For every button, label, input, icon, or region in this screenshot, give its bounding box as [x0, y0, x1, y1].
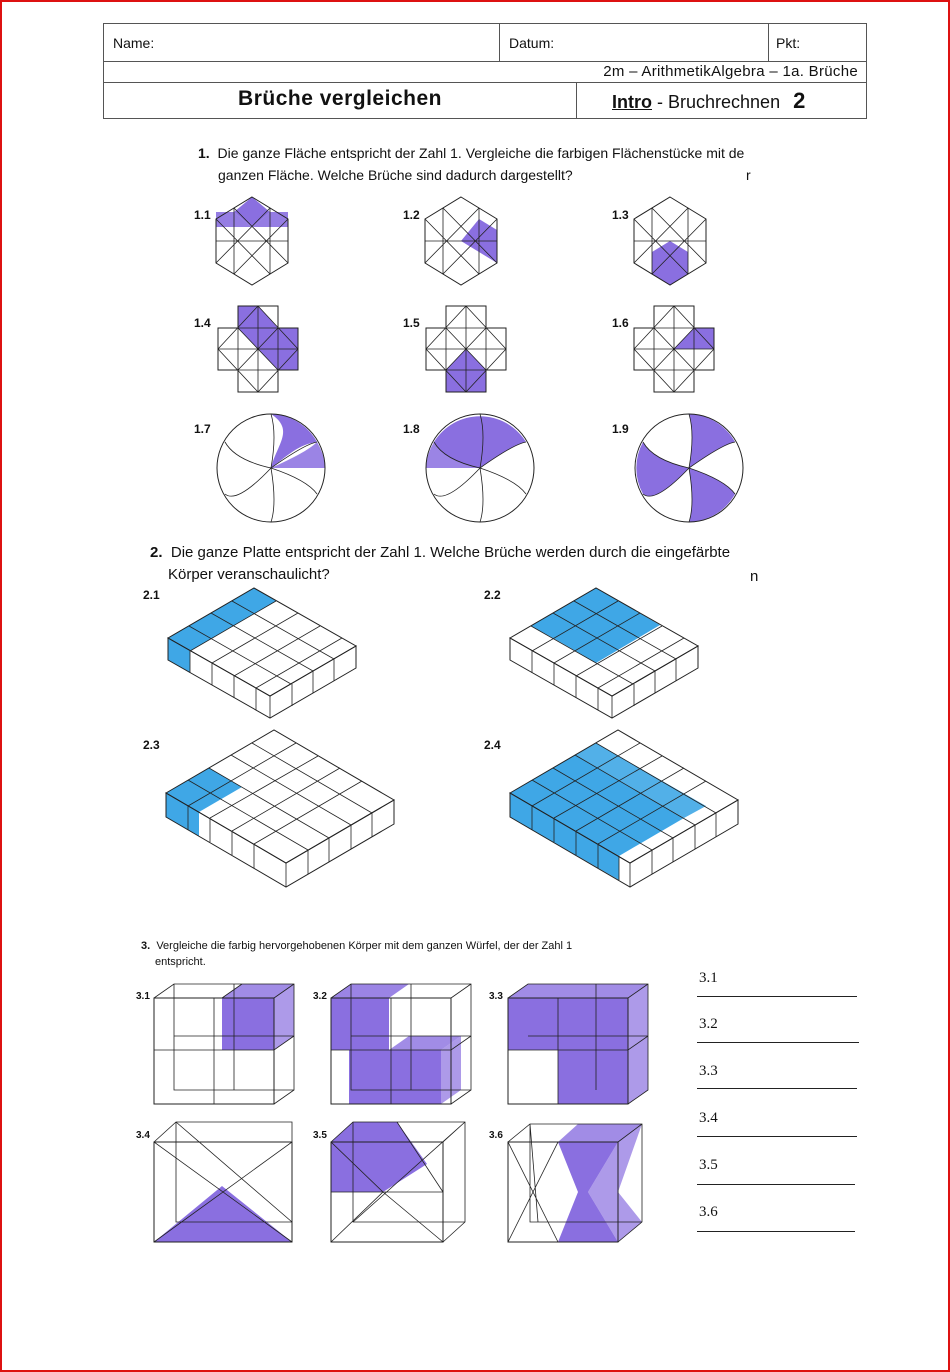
date-label: Datum:	[509, 35, 555, 51]
task2-number: 2.	[150, 544, 163, 561]
plate-figure-2-1	[168, 588, 356, 716]
answer-label-3-5: 3.5	[699, 1157, 718, 1173]
figure-label-1-4: 1.4	[194, 316, 211, 330]
task3-text	[141, 938, 681, 970]
circle-figure-1-7	[217, 414, 325, 522]
figure-label-3-2: 3.2	[313, 991, 327, 1002]
cube-figure-3-3	[508, 984, 648, 1106]
answer-line-3-5[interactable]	[697, 1184, 855, 1185]
page-title: Brüche vergleichen	[238, 87, 442, 110]
answer-line-3-6[interactable]	[697, 1231, 855, 1232]
answer-line-3-1[interactable]	[697, 996, 857, 997]
cube-figure-3-6	[508, 1122, 648, 1244]
task2-line2: Körper veranschaulicht?	[168, 566, 330, 583]
task1-line1: Die ganze Fläche entspricht der Zahl 1. Vergleiche die farbigen Flächenstücke mit de	[217, 145, 745, 161]
answer-line-3-2[interactable]	[697, 1042, 859, 1043]
answer-line-3-3[interactable]	[697, 1088, 857, 1089]
figure-label-1-2: 1.2	[403, 208, 420, 222]
plate-figure-2-4	[510, 730, 738, 880]
hexagon-figure-1-2	[425, 197, 497, 285]
intro-label: Intro	[612, 92, 652, 112]
task2-overflow: n	[750, 568, 759, 585]
points-label: Pkt:	[776, 35, 801, 51]
header-table	[103, 23, 867, 119]
cube-figure-3-5	[331, 1122, 471, 1244]
plate-figure-2-3	[166, 730, 394, 880]
hexagon-figure-1-3	[634, 197, 706, 285]
cube-figure-3-1	[154, 984, 294, 1106]
answer-label-3-6: 3.6	[699, 1204, 718, 1220]
answer-label-3-4: 3.4	[699, 1110, 718, 1126]
name-label: Name:	[113, 35, 155, 51]
figure-label-1-7: 1.7	[194, 422, 211, 436]
circle-figure-1-8	[426, 414, 534, 522]
task3-number: 3.	[141, 940, 151, 952]
cube-figure-3-2	[331, 984, 471, 1106]
task1-overflow: r	[746, 167, 751, 183]
figure-label-3-4: 3.4	[136, 1130, 150, 1141]
task1-text	[198, 142, 798, 186]
figure-label-1-9: 1.9	[612, 422, 629, 436]
task1-number: 1.	[198, 145, 210, 161]
figure-label-1-3: 1.3	[612, 208, 629, 222]
sheet-number: 2	[793, 88, 806, 113]
plate-figure-2-2	[510, 588, 698, 716]
subtitle-label: - Bruchrechnen	[657, 92, 781, 112]
figure-label-2-1: 2.1	[143, 588, 160, 602]
task2-line1: Die ganze Platte entspricht der Zahl 1. Welche Brüche werden durch die eingefärbte	[170, 544, 731, 561]
figure-label-3-5: 3.5	[313, 1130, 327, 1141]
answer-label-3-2: 3.2	[699, 1016, 718, 1032]
figure-label-1-6: 1.6	[612, 316, 629, 330]
answer-line-3-4[interactable]	[697, 1136, 857, 1137]
answer-label-3-1: 3.1	[699, 970, 718, 986]
course-label: 2m – ArithmetikAlgebra – 1a. Brüche	[603, 63, 858, 80]
figure-label-1-1: 1.1	[194, 208, 211, 222]
figure-label-3-3: 3.3	[489, 991, 503, 1002]
figure-label-1-5: 1.5	[403, 316, 420, 330]
task1-line2: ganzen Fläche. Welche Brüche sind dadurch dargestellt?	[218, 167, 573, 183]
figure-label-1-8: 1.8	[403, 422, 420, 436]
cube-figure-3-4	[154, 1122, 294, 1244]
figure-label-3-1: 3.1	[136, 991, 150, 1002]
cross-figure-1-4	[218, 306, 298, 392]
task3-line1: Vergleiche die farbig hervorgehobenen Körper mit dem ganzen Würfel, der der Zahl 1	[156, 940, 573, 952]
cross-figure-1-6	[634, 306, 714, 392]
figure-label-2-2: 2.2	[484, 588, 501, 602]
task3-line2: entspricht.	[155, 956, 206, 968]
figure-label-2-3: 2.3	[143, 738, 160, 752]
cross-figure-1-5	[426, 306, 506, 392]
circle-figure-1-9	[635, 414, 743, 522]
answer-label-3-3: 3.3	[699, 1063, 718, 1079]
figure-label-3-6: 3.6	[489, 1130, 503, 1141]
figure-label-2-4: 2.4	[484, 738, 501, 752]
hexagon-figure-1-1	[216, 197, 288, 285]
task2-text	[150, 542, 790, 586]
